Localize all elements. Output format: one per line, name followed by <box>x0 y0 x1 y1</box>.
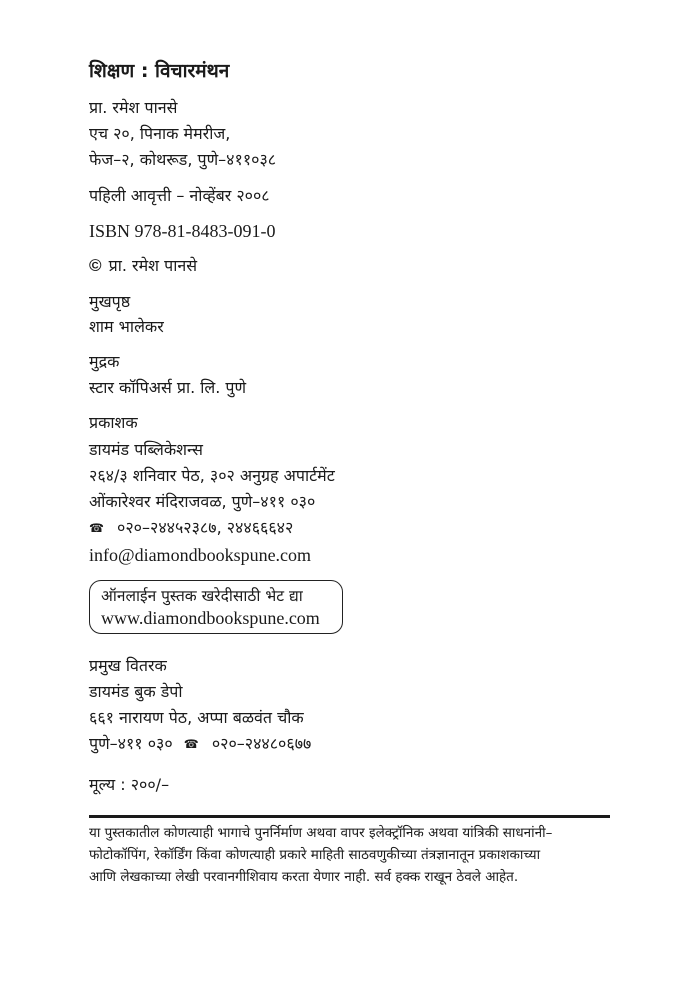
book-title: शिक्षण : विचारमंथन <box>89 60 230 82</box>
copyright-holder: प्रा. रमेश पानसे <box>108 256 198 275</box>
rights-notice-line1: या पुस्तकातील कोणत्याही भागाचे पुनर्निर्माण अथवा वापर इलेक्ट्रॉनिक अथवा यांत्रिकी साधनांनी– <box>89 825 553 841</box>
distributor-phone-number: ०२०–२४४८०६७७ <box>211 734 312 753</box>
distributor-address: ६६१ नारायण पेठ, अप्पा बळवंत चौक <box>89 708 304 727</box>
publisher-email[interactable]: info@diamondbookspune.com <box>89 545 312 565</box>
publisher-address-line1: २६४/३ शनिवार पेठ, ३०२ अनुग्रह अपार्टमेंट <box>89 466 335 485</box>
rights-notice <box>89 822 619 888</box>
author-name: प्रा. रमेश पानसे <box>89 98 178 117</box>
distributor-city-phone <box>89 734 311 754</box>
rights-notice-line3: आणि लेखकाच्या लेखी परवानगीशिवाय करता येणार नाही. सर्व हक्क राखून ठेवले आहेत. <box>89 869 519 885</box>
printer-label: मुद्रक <box>89 352 120 371</box>
printer-name: स्टार कॉपिअर्स प्रा. लि. पुणे <box>89 378 247 397</box>
price: मूल्य : २००/– <box>89 775 170 794</box>
publisher-address-line2: ओंकारेश्वर मंदिराजवळ, पुणे–४११ ०३० <box>89 492 316 511</box>
cover-label: मुखपृष्ठ <box>89 292 131 311</box>
author-address-line2: फेज–२, कोथरूड, पुणे–४११०३८ <box>89 150 277 169</box>
isbn: ISBN 978-81-8483-091-0 <box>89 221 276 241</box>
distributor-label: प्रमुख वितरक <box>89 656 167 675</box>
author-address-line1: एच २०, पिनाक मेमरीज, <box>89 124 231 143</box>
divider <box>89 815 610 818</box>
phone-icon: ☎ <box>183 737 199 751</box>
phone-icon: ☎ <box>89 521 104 535</box>
edition-info: पहिली आवृत्ती – नोव्हेंबर २००८ <box>89 186 270 205</box>
publisher-name: डायमंड पब्लिकेशन्स <box>89 440 203 459</box>
rights-notice-line2: फोटोकॉपिंग, रेकॉर्डिंग किंवा कोणत्याही प्रकारे माहिती साठवणुकीच्या तंत्रज्ञानातून प्रकाशकाच्या <box>89 847 541 863</box>
publisher-label: प्रकाशक <box>89 413 138 432</box>
copyright-line <box>89 256 197 276</box>
publisher-phone <box>89 518 293 538</box>
copyright-icon: © <box>89 256 102 275</box>
distributor-city: पुणे–४११ ०३० <box>89 734 173 753</box>
online-purchase-box <box>89 580 343 634</box>
cover-artist: शाम भालेकर <box>89 317 164 336</box>
publisher-phone-number: ०२०–२४४५२३८७, २४४६६६४२ <box>117 518 294 537</box>
website-link[interactable]: www.diamondbookspune.com <box>101 608 320 628</box>
online-purchase-text: ऑनलाईन पुस्तक खरेदीसाठी भेट द्या <box>101 587 303 605</box>
distributor-name: डायमंड बुक डेपो <box>89 682 183 701</box>
